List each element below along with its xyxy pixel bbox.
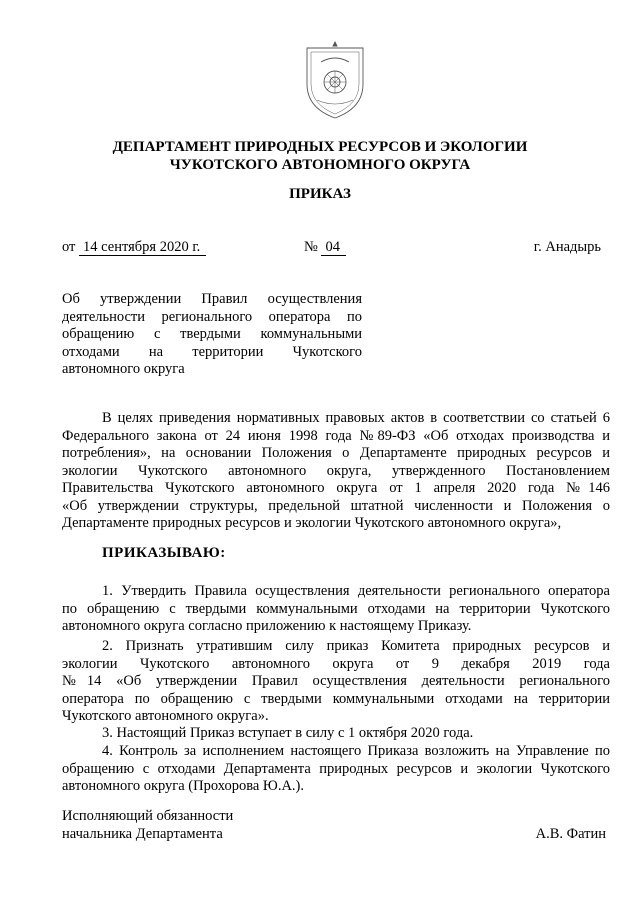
- subject-line: автономного округа: [62, 361, 185, 377]
- subject-line: обращению с твердыми коммунальными: [62, 326, 362, 342]
- preamble-line: Правительства Чукотского автономного округа от 1 апреля 2020 года №146: [62, 480, 610, 496]
- number-prefix: №: [304, 239, 318, 255]
- signatory-position: [62, 808, 233, 843]
- subject-line: отходами на территории Чукотского: [62, 343, 362, 360]
- item-line: 1. Утвердить Правила осуществления деятельности регионального оператора: [102, 583, 610, 599]
- position-line2: начальника Департамента: [62, 825, 223, 842]
- subject-line: Об утверждении Правил осуществления: [62, 291, 362, 307]
- order-number: [304, 239, 346, 257]
- department-name-line2: ЧУКОТСКОГО АВТОНОМНОГО ОКРУГА: [169, 157, 471, 173]
- preamble-paragraph: [62, 410, 610, 533]
- item-line: автономного округа (Прохорова Ю.А.).: [62, 778, 304, 794]
- subject-line: деятельности регионального оператора по: [62, 308, 362, 325]
- order-item-2: [62, 638, 610, 726]
- date-value: 14 сентября 2020 г.: [79, 239, 206, 256]
- preamble-line: «Об утверждении структуры, предельной штатной численности и Положения о: [62, 497, 610, 514]
- signatory-name: А.В. Фатин: [535, 826, 606, 842]
- document-type-title: ПРИКАЗ: [289, 186, 351, 202]
- item-line: обращению с отходами Департамента природных ресурсов и экологии Чукотского: [62, 760, 610, 777]
- department-name-line1: ДЕПАРТАМЕНТ ПРИРОДНЫХ РЕСУРСОВ И ЭКОЛОГИИ: [112, 139, 528, 155]
- item-line: 3. Настоящий Приказ вступает в силу с 1 октября 2020 года.: [102, 725, 474, 741]
- item-line: 2. Признать утратившим силу приказ Комитета природных ресурсов и: [102, 638, 610, 654]
- position-line1: Исполняющий обязанности: [62, 808, 234, 824]
- item-line: экологии Чукотского автономного округа от 9 декабря 2019 года: [62, 655, 610, 672]
- orders-heading: ПРИКАЗЫВАЮ:: [102, 545, 226, 561]
- preamble-line: потребления», на основании Положения о Департаменте природных ресурсов и: [62, 445, 610, 461]
- item-line: №14 «Об утверждении Правил осуществления деятельности регионального: [62, 673, 610, 689]
- item-line: оператора по обращению с твердыми коммунальными отходами на территории: [62, 690, 610, 707]
- item-line: Чукотского автономного округа».: [62, 708, 269, 724]
- item-line: по обращению с твердыми коммунальными отходами на территории Чукотского: [62, 600, 610, 617]
- coat-of-arms-emblem: [299, 38, 371, 122]
- order-item-4: [62, 743, 610, 796]
- date-prefix: от: [62, 239, 76, 255]
- item-line: автономного округа согласно приложению к настоящему Приказу.: [62, 618, 472, 634]
- preamble-line: Департаменте природных ресурсов и экологии Чукотского автономного округа»,: [62, 515, 562, 531]
- number-value: 04: [321, 239, 346, 256]
- preamble-line: В целях приведения нормативных правовых актов в соответствии со статьей 6: [102, 410, 610, 426]
- item-line: 4. Контроль за исполнением настоящего Приказа возложить на Управление по: [102, 743, 610, 759]
- preamble-line: экологии Чукотского автономного округа, утвержденного Постановлением: [62, 462, 610, 479]
- order-subject: [62, 291, 362, 379]
- order-item-3: [62, 725, 610, 743]
- order-date: [62, 239, 206, 257]
- preamble-line: Федерального закона от 24 июня 1998 года №89-ФЗ «Об отходах производства и: [62, 427, 610, 444]
- order-item-1: [62, 583, 610, 636]
- order-city: г. Анадырь: [533, 239, 601, 255]
